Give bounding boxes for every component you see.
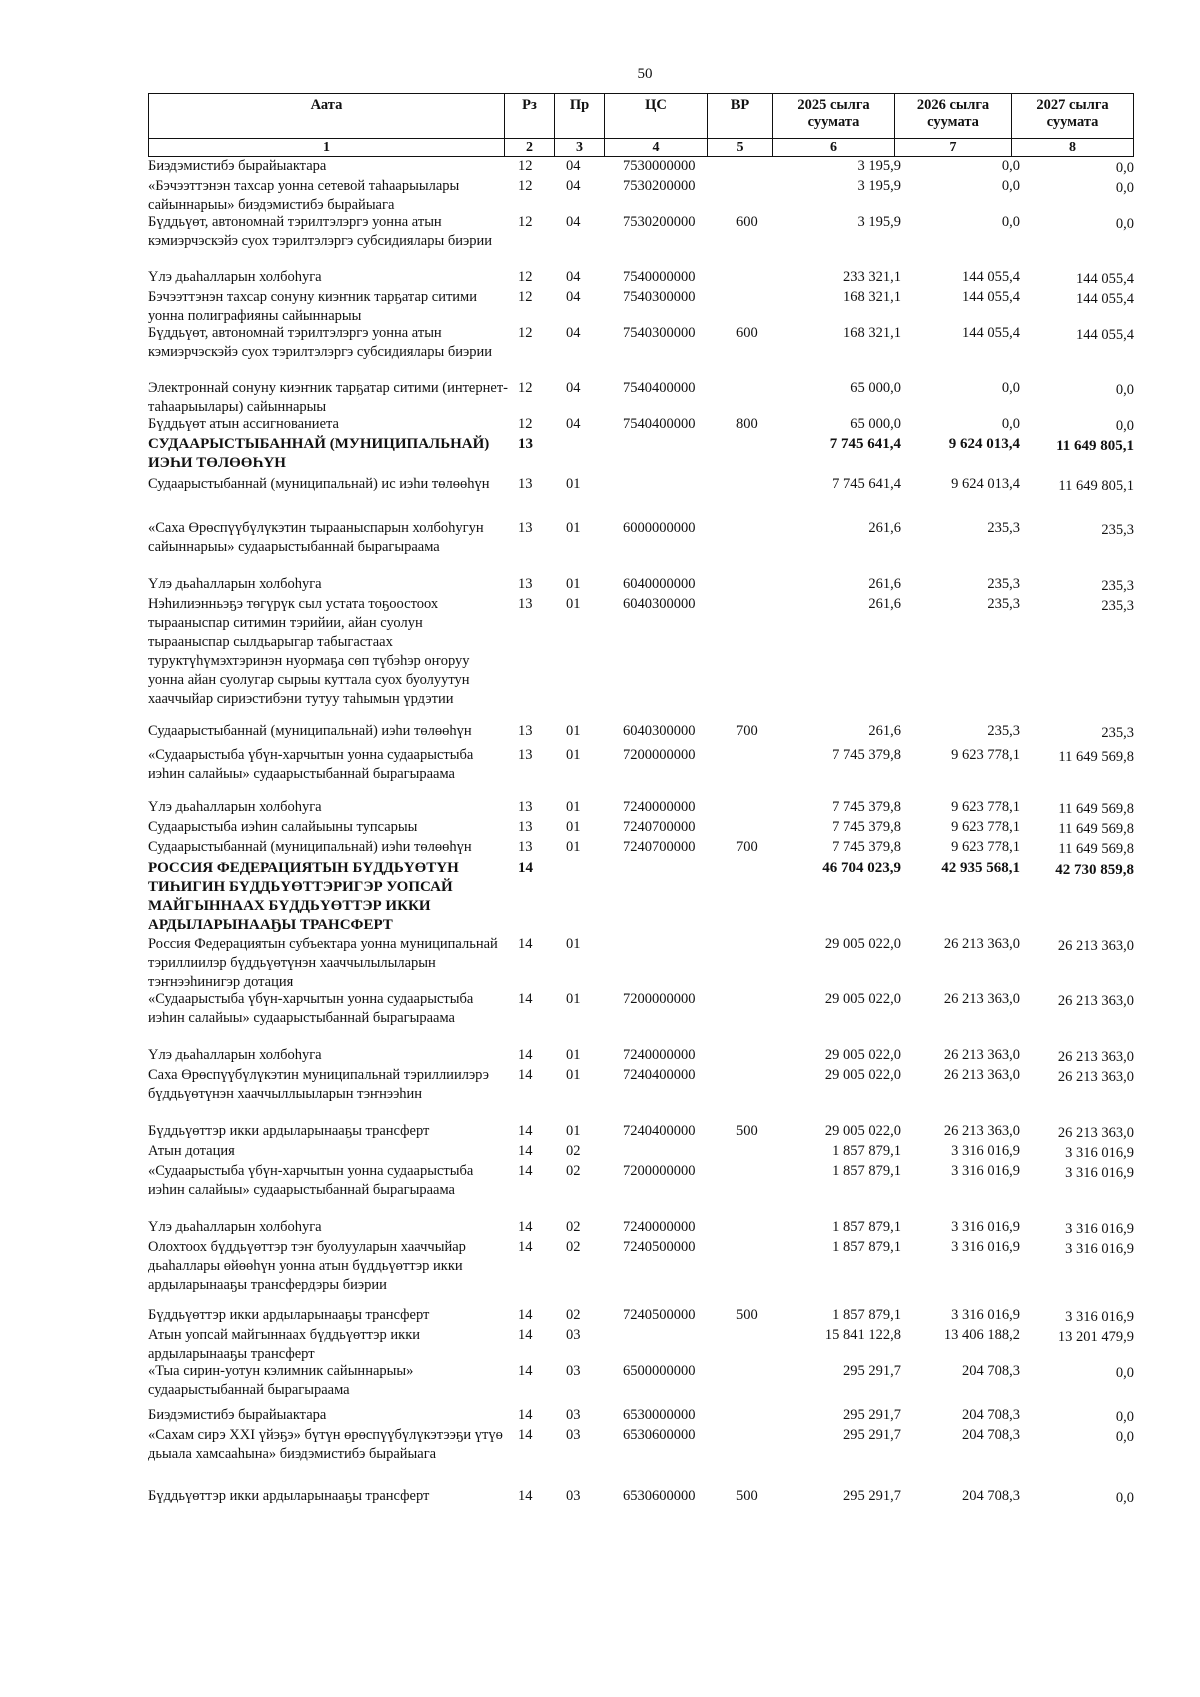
table-header (148, 93, 1134, 139)
cell-cs: 6530600000 (623, 1427, 696, 1443)
colnum-1: 1 (149, 139, 505, 156)
cell-pr: 02 (566, 1307, 581, 1323)
cell-y2025: 261,6 (868, 520, 901, 536)
cell-vr: 600 (736, 214, 758, 230)
cell-y2027: 235,3 (1101, 522, 1134, 538)
cell-y2027: 235,3 (1101, 725, 1134, 741)
cell-rz: 12 (518, 380, 533, 396)
cell-pr: 04 (566, 214, 581, 230)
cell-name: Нэһилиэнньэҕэ төгүрүк сыл устата тоҕоостоох тырааныспар ситимин тэрийии, айан суолун тырааныспар сылдьарыгар табыгастаах туруктүһүмэхтэринэн нуормаҕа сөп түбэһэр оҥоруу уонна айан суолугар сырыы куттала суох буолуутун хааччыйар сириэстибэни тутуу таһымын үрдэтии (148, 596, 470, 707)
cell-name: Бүддьүөт, автономнай тэрилтэлэргэ уонна атын кэмиэрчэскэйэ суох тэрилтэлэргэ субсидиялары биэрии (148, 214, 492, 249)
cell-pr: 01 (566, 520, 581, 536)
cell-vr: 500 (736, 1307, 758, 1323)
cell-y2025: 295 291,7 (843, 1427, 901, 1443)
cell-pr: 01 (566, 596, 581, 612)
cell-y2027: 0,0 (1115, 216, 1134, 232)
cell-y2027: 0,0 (1115, 1429, 1134, 1445)
cell-vr: 500 (736, 1488, 758, 1504)
header-cs: ЦС (605, 94, 708, 138)
cell-cs: 6040300000 (623, 723, 696, 739)
cell-y2027: 11 649 805,1 (1058, 478, 1134, 494)
cell-y2025: 233 321,1 (843, 269, 901, 285)
cell-name: «Судаарыстыба үбүн-харчытын уонна судаарыстыба иэһин салайыы» судаарыстыбаннай бырагыраама (148, 747, 474, 782)
cell-y2026: 204 708,3 (962, 1488, 1020, 1504)
cell-cs: 7530200000 (623, 178, 696, 194)
colnum-7: 7 (895, 139, 1012, 156)
cell-y2026: 26 213 363,0 (943, 1067, 1020, 1083)
cell-y2027: 13 201 479,9 (1057, 1329, 1134, 1345)
cell-rz: 13 (518, 476, 533, 492)
cell-y2026: 0,0 (1001, 416, 1020, 432)
cell-cs: 7240500000 (623, 1307, 696, 1323)
cell-y2027: 144 055,4 (1076, 271, 1134, 287)
cell-y2027: 11 649 569,8 (1058, 801, 1134, 817)
cell-name: РОССИЯ ФЕДЕРАЦИЯТЫН БҮДДЬҮӨТҮН ТИҺИГИН БҮДДЬҮӨТТЭРИГЭР УОПСАЙ МАЙГЫННААХ БҮДДЬҮӨТТЭР ИККИ АРДЫЛАРЫНААҔЫ ТРАНСФЕРТ (148, 860, 459, 933)
cell-name: Бүддьүөт, автономнай тэрилтэлэргэ уонна атын кэмиэрчэскэйэ суох тэрилтэлэргэ субсидиялары биэрии (148, 325, 492, 360)
cell-y2026: 0,0 (1001, 214, 1020, 230)
cell-name: СУДААРЫСТЫБАННАЙ (МУНИЦИПАЛЬНАЙ) ИЭҺИ ТӨЛӨӨҺҮН (148, 436, 490, 471)
cell-name: «Судаарыстыба үбүн-харчытын уонна судаарыстыба иэһин салайыы» судаарыстыбаннай бырагыраама (148, 1163, 474, 1198)
cell-y2027: 26 213 363,0 (1057, 1069, 1134, 1085)
cell-y2026: 3 316 016,9 (951, 1239, 1020, 1255)
cell-y2025: 29 005 022,0 (824, 991, 901, 1007)
cell-y2026: 26 213 363,0 (943, 936, 1020, 952)
cell-y2025: 3 195,9 (857, 158, 901, 174)
cell-name: Саха Өрөспүүбүлүкэтин муниципальнай тэриллиилэрэ бүддьүөтүнэн хааччыллыыларын тэҥнээһин (148, 1067, 489, 1102)
cell-y2026: 235,3 (987, 723, 1020, 739)
cell-y2027: 26 213 363,0 (1057, 1125, 1134, 1141)
cell-cs: 7240400000 (623, 1123, 696, 1139)
cell-cs: 7540300000 (623, 325, 696, 341)
cell-pr: 01 (566, 991, 581, 1007)
cell-vr: 700 (736, 839, 758, 855)
cell-cs: 6040300000 (623, 596, 696, 612)
cell-name: Судаарыстыба иэһин салайыыны тупсарыы (148, 819, 418, 835)
cell-y2027: 3 316 016,9 (1065, 1241, 1134, 1257)
cell-y2026: 235,3 (987, 576, 1020, 592)
cell-rz: 14 (518, 1047, 533, 1063)
cell-pr: 01 (566, 747, 581, 763)
cell-pr: 03 (566, 1427, 581, 1443)
cell-name: Судаарыстыбаннай (муниципальнай) иэһи төлөөһүн (148, 723, 472, 739)
cell-name: Үлэ дьаһалларын холбоһуга (148, 1219, 322, 1235)
cell-y2025: 1 857 879,1 (832, 1163, 901, 1179)
cell-y2026: 9 624 013,4 (948, 436, 1020, 452)
cell-y2026: 13 406 188,2 (943, 1327, 1020, 1343)
cell-cs: 6530600000 (623, 1488, 696, 1504)
cell-y2025: 46 704 023,9 (822, 860, 901, 876)
cell-y2025: 65 000,0 (850, 380, 901, 396)
cell-y2025: 1 857 879,1 (832, 1307, 901, 1323)
cell-cs: 7200000000 (623, 991, 696, 1007)
cell-y2027: 0,0 (1115, 1490, 1134, 1506)
cell-name: Биэдэмистибэ бырайыактара (148, 158, 327, 174)
cell-pr: 01 (566, 1123, 581, 1139)
cell-y2025: 3 195,9 (857, 178, 901, 194)
cell-pr: 02 (566, 1239, 581, 1255)
cell-vr: 800 (736, 416, 758, 432)
cell-pr: 03 (566, 1363, 581, 1379)
cell-rz: 13 (518, 596, 533, 612)
cell-y2027: 144 055,4 (1076, 291, 1134, 307)
header-2027: 2027 сылга суумата (1036, 97, 1109, 130)
cell-rz: 14 (518, 1488, 533, 1504)
cell-cs: 7240000000 (623, 799, 696, 815)
cell-pr: 04 (566, 178, 581, 194)
cell-name: Үлэ дьаһалларын холбоһуга (148, 269, 322, 285)
cell-y2026: 235,3 (987, 596, 1020, 612)
cell-y2025: 29 005 022,0 (824, 1067, 901, 1083)
cell-y2027: 26 213 363,0 (1057, 1049, 1134, 1065)
cell-cs: 7240400000 (623, 1067, 696, 1083)
cell-y2027: 235,3 (1101, 598, 1134, 614)
cell-pr: 04 (566, 158, 581, 174)
cell-y2025: 3 195,9 (857, 214, 901, 230)
cell-name: «Сахам сирэ XXI үйэҕэ» бүтүн өрөспүүбүлүкэтээҕи үтүө дьыала хамсааһына» биэдэмистибэ бырайыага (148, 1427, 503, 1462)
cell-y2025: 1 857 879,1 (832, 1239, 901, 1255)
cell-y2026: 9 623 778,1 (951, 819, 1020, 835)
cell-name: «Саха Өрөспүүбүлүкэтин тырааныспарын холбоһугун сайыннарыы» судаарыстыбаннай бырагыраама (148, 520, 484, 555)
cell-pr: 01 (566, 576, 581, 592)
cell-y2026: 235,3 (987, 520, 1020, 536)
cell-y2027: 26 213 363,0 (1057, 938, 1134, 954)
cell-rz: 14 (518, 1143, 533, 1159)
cell-name: Бүддьүөттэр икки ардыларынааҕы трансферт (148, 1307, 430, 1323)
cell-y2025: 7 745 641,4 (832, 476, 901, 492)
cell-name: Атын дотация (148, 1143, 235, 1159)
cell-y2025: 7 745 641,4 (829, 436, 901, 452)
cell-rz: 14 (518, 1067, 533, 1083)
cell-y2026: 204 708,3 (962, 1407, 1020, 1423)
cell-y2025: 295 291,7 (843, 1363, 901, 1379)
cell-rz: 13 (518, 436, 533, 452)
cell-rz: 14 (518, 860, 533, 876)
cell-rz: 14 (518, 991, 533, 1007)
cell-rz: 12 (518, 325, 533, 341)
cell-rz: 14 (518, 936, 533, 952)
column-numbers (148, 139, 1134, 157)
header-2026: 2026 сылга суумата (895, 94, 1012, 138)
cell-pr: 01 (566, 1047, 581, 1063)
header-pr: Пр (555, 94, 605, 138)
cell-rz: 13 (518, 723, 533, 739)
cell-cs: 7540400000 (623, 380, 696, 396)
cell-cs: 6500000000 (623, 1363, 696, 1379)
cell-vr: 500 (736, 1123, 758, 1139)
cell-y2027: 0,0 (1115, 1409, 1134, 1425)
cell-rz: 14 (518, 1239, 533, 1255)
cell-rz: 12 (518, 158, 533, 174)
cell-y2026: 144 055,4 (962, 269, 1020, 285)
cell-pr: 02 (566, 1163, 581, 1179)
cell-name: «Тыа сирин-уотун кэлимник сайыннарыы» судаарыстыбаннай бырагыраама (148, 1363, 414, 1398)
cell-pr: 04 (566, 380, 581, 396)
cell-rz: 12 (518, 214, 533, 230)
cell-y2025: 261,6 (868, 576, 901, 592)
cell-y2026: 26 213 363,0 (943, 991, 1020, 1007)
cell-pr: 01 (566, 1067, 581, 1083)
cell-y2026: 0,0 (1001, 178, 1020, 194)
cell-rz: 14 (518, 1407, 533, 1423)
cell-y2026: 26 213 363,0 (943, 1123, 1020, 1139)
cell-y2027: 0,0 (1115, 180, 1134, 196)
cell-rz: 14 (518, 1307, 533, 1323)
budget-table (148, 93, 1134, 1506)
cell-pr: 01 (566, 723, 581, 739)
cell-cs: 7240000000 (623, 1047, 696, 1063)
cell-name: Үлэ дьаһалларын холбоһуга (148, 1047, 322, 1063)
cell-cs: 7240500000 (623, 1239, 696, 1255)
cell-cs: 7240700000 (623, 819, 696, 835)
cell-y2027: 11 649 805,1 (1056, 438, 1134, 454)
cell-y2026: 26 213 363,0 (943, 1047, 1020, 1063)
cell-name: Судаарыстыбаннай (муниципальнай) ис иэһи төлөөһүн (148, 476, 490, 492)
cell-y2025: 7 745 379,8 (832, 819, 901, 835)
cell-y2026: 3 316 016,9 (951, 1307, 1020, 1323)
cell-y2025: 261,6 (868, 596, 901, 612)
cell-name: Үлэ дьаһалларын холбоһуга (148, 799, 322, 815)
cell-y2025: 29 005 022,0 (824, 1123, 901, 1139)
cell-name: Олохтоох бүддьүөттэр тэҥ буолууларын хааччыйар дьаһаллары өйөөһүн уонна атын бүддьүөттэр икки ардыларынааҕы трансфердэры биэрии (148, 1239, 466, 1293)
cell-pr: 02 (566, 1219, 581, 1235)
cell-name: Бэчээттэнэн тахсар сонуну киэҥник тарҕатар ситими уонна полиграфияны сайыннарыы (148, 289, 477, 324)
cell-rz: 14 (518, 1219, 533, 1235)
cell-rz: 14 (518, 1363, 533, 1379)
cell-name: Үлэ дьаһалларын холбоһуга (148, 576, 322, 592)
header-rz: Рз (505, 94, 555, 138)
cell-y2027: 3 316 016,9 (1065, 1309, 1134, 1325)
cell-pr: 04 (566, 325, 581, 341)
cell-y2026: 3 316 016,9 (951, 1163, 1020, 1179)
cell-y2027: 0,0 (1115, 418, 1134, 434)
cell-pr: 04 (566, 289, 581, 305)
cell-rz: 14 (518, 1427, 533, 1443)
cell-vr: 600 (736, 325, 758, 341)
cell-cs: 7530200000 (623, 214, 696, 230)
cell-y2025: 65 000,0 (850, 416, 901, 432)
cell-name: Бүддьүөттэр икки ардыларынааҕы трансферт (148, 1488, 430, 1504)
cell-cs: 7540300000 (623, 289, 696, 305)
cell-cs: 7200000000 (623, 1163, 696, 1179)
cell-rz: 13 (518, 799, 533, 815)
cell-cs: 7240700000 (623, 839, 696, 855)
cell-name: Биэдэмистибэ бырайыактара (148, 1407, 327, 1423)
cell-pr: 01 (566, 839, 581, 855)
cell-cs: 6040000000 (623, 576, 696, 592)
cell-name: «Бэчээттэнэн тахсар уонна сетевой таһаарыылары сайыннарыы» биэдэмистибэ бырайыага (148, 178, 460, 213)
cell-name: Бүддьүөт атын ассигнованиета (148, 416, 339, 432)
cell-rz: 12 (518, 269, 533, 285)
cell-name: Судаарыстыбаннай (муниципальнай) иэһи төлөөһүн (148, 839, 472, 855)
cell-rz: 12 (518, 416, 533, 432)
cell-y2026: 144 055,4 (962, 325, 1020, 341)
cell-y2027: 42 730 859,8 (1055, 862, 1134, 878)
cell-y2025: 295 291,7 (843, 1488, 901, 1504)
cell-y2026: 9 624 013,4 (951, 476, 1020, 492)
cell-rz: 14 (518, 1163, 533, 1179)
cell-y2025: 1 857 879,1 (832, 1219, 901, 1235)
cell-y2027: 3 316 016,9 (1065, 1221, 1134, 1237)
cell-y2027: 0,0 (1115, 160, 1134, 176)
cell-name: Бүддьүөттэр икки ардыларынааҕы трансферт (148, 1123, 430, 1139)
header-vr: ВР (708, 94, 773, 138)
cell-y2027: 11 649 569,8 (1058, 841, 1134, 857)
cell-pr: 03 (566, 1407, 581, 1423)
cell-y2026: 9 623 778,1 (951, 799, 1020, 815)
cell-rz: 13 (518, 839, 533, 855)
cell-y2026: 9 623 778,1 (951, 839, 1020, 855)
cell-y2027: 144 055,4 (1076, 327, 1134, 343)
colnum-6: 6 (773, 139, 895, 156)
cell-rz: 14 (518, 1123, 533, 1139)
cell-y2025: 29 005 022,0 (824, 1047, 901, 1063)
cell-y2026: 3 316 016,9 (951, 1143, 1020, 1159)
colnum-4: 4 (605, 139, 708, 156)
cell-y2026: 204 708,3 (962, 1363, 1020, 1379)
cell-name: «Судаарыстыба үбүн-харчытын уонна судаарыстыба иэһин салайыы» судаарыстыбаннай бырагыраама (148, 991, 474, 1026)
cell-y2027: 3 316 016,9 (1065, 1145, 1134, 1161)
cell-y2025: 168 321,1 (843, 289, 901, 305)
cell-cs: 6530000000 (623, 1407, 696, 1423)
cell-y2025: 7 745 379,8 (832, 747, 901, 763)
cell-rz: 12 (518, 289, 533, 305)
cell-rz: 13 (518, 747, 533, 763)
cell-pr: 04 (566, 416, 581, 432)
cell-pr: 02 (566, 1143, 581, 1159)
colnum-2: 2 (505, 139, 555, 156)
cell-cs: 7530000000 (623, 158, 696, 174)
cell-pr: 04 (566, 269, 581, 285)
cell-cs: 7240000000 (623, 1219, 696, 1235)
cell-name: Россия Федерациятын субъектара уонна муниципальнай тэриллиилэр бүддьүөтүнэн хааччылылыларын тэҥнээһинигэр дотация (148, 936, 498, 990)
page-number: 50 (637, 66, 653, 82)
cell-y2026: 42 935 568,1 (941, 860, 1020, 876)
cell-cs: 7200000000 (623, 747, 696, 763)
cell-y2025: 15 841 122,8 (824, 1327, 901, 1343)
cell-rz: 13 (518, 819, 533, 835)
cell-y2025: 29 005 022,0 (824, 936, 901, 952)
colnum-5: 5 (708, 139, 773, 156)
header-aata: Аата (149, 94, 505, 138)
cell-y2025: 1 857 879,1 (832, 1143, 901, 1159)
cell-pr: 03 (566, 1327, 581, 1343)
cell-y2027: 0,0 (1115, 382, 1134, 398)
cell-y2027: 0,0 (1115, 1365, 1134, 1381)
cell-y2026: 0,0 (1001, 380, 1020, 396)
cell-y2025: 168 321,1 (843, 325, 901, 341)
cell-y2025: 261,6 (868, 723, 901, 739)
colnum-3: 3 (555, 139, 605, 156)
cell-rz: 14 (518, 1327, 533, 1343)
cell-vr: 700 (736, 723, 758, 739)
cell-y2026: 3 316 016,9 (951, 1219, 1020, 1235)
cell-y2025: 295 291,7 (843, 1407, 901, 1423)
cell-y2026: 204 708,3 (962, 1427, 1020, 1443)
cell-y2027: 26 213 363,0 (1057, 993, 1134, 1009)
cell-pr: 01 (566, 936, 581, 952)
cell-pr: 01 (566, 819, 581, 835)
cell-y2026: 9 623 778,1 (951, 747, 1020, 763)
cell-cs: 6000000000 (623, 520, 696, 536)
cell-y2025: 7 745 379,8 (832, 799, 901, 815)
cell-y2027: 3 316 016,9 (1065, 1165, 1134, 1181)
cell-y2026: 0,0 (1001, 158, 1020, 174)
cell-name: Электроннай сонуну киэҥник тарҕатар ситими (интернет-таһаарыылары) сайыннарыы (148, 380, 508, 415)
cell-pr: 01 (566, 476, 581, 492)
cell-rz: 13 (518, 576, 533, 592)
cell-pr: 01 (566, 799, 581, 815)
cell-y2027: 11 649 569,8 (1058, 749, 1134, 765)
cell-rz: 12 (518, 178, 533, 194)
cell-name: Атын уопсай майгыннаах бүддьүөттэр икки ардыларынааҕы трансферт (148, 1327, 421, 1362)
cell-cs: 7540000000 (623, 269, 696, 285)
cell-pr: 03 (566, 1488, 581, 1504)
cell-y2027: 11 649 569,8 (1058, 821, 1134, 837)
header-2025: 2025 сылга суумата (773, 94, 895, 138)
cell-rz: 13 (518, 520, 533, 536)
cell-cs: 7540400000 (623, 416, 696, 432)
colnum-8: 8 (1069, 140, 1076, 155)
cell-y2025: 7 745 379,8 (832, 839, 901, 855)
cell-y2027: 235,3 (1101, 578, 1134, 594)
cell-y2026: 144 055,4 (962, 289, 1020, 305)
